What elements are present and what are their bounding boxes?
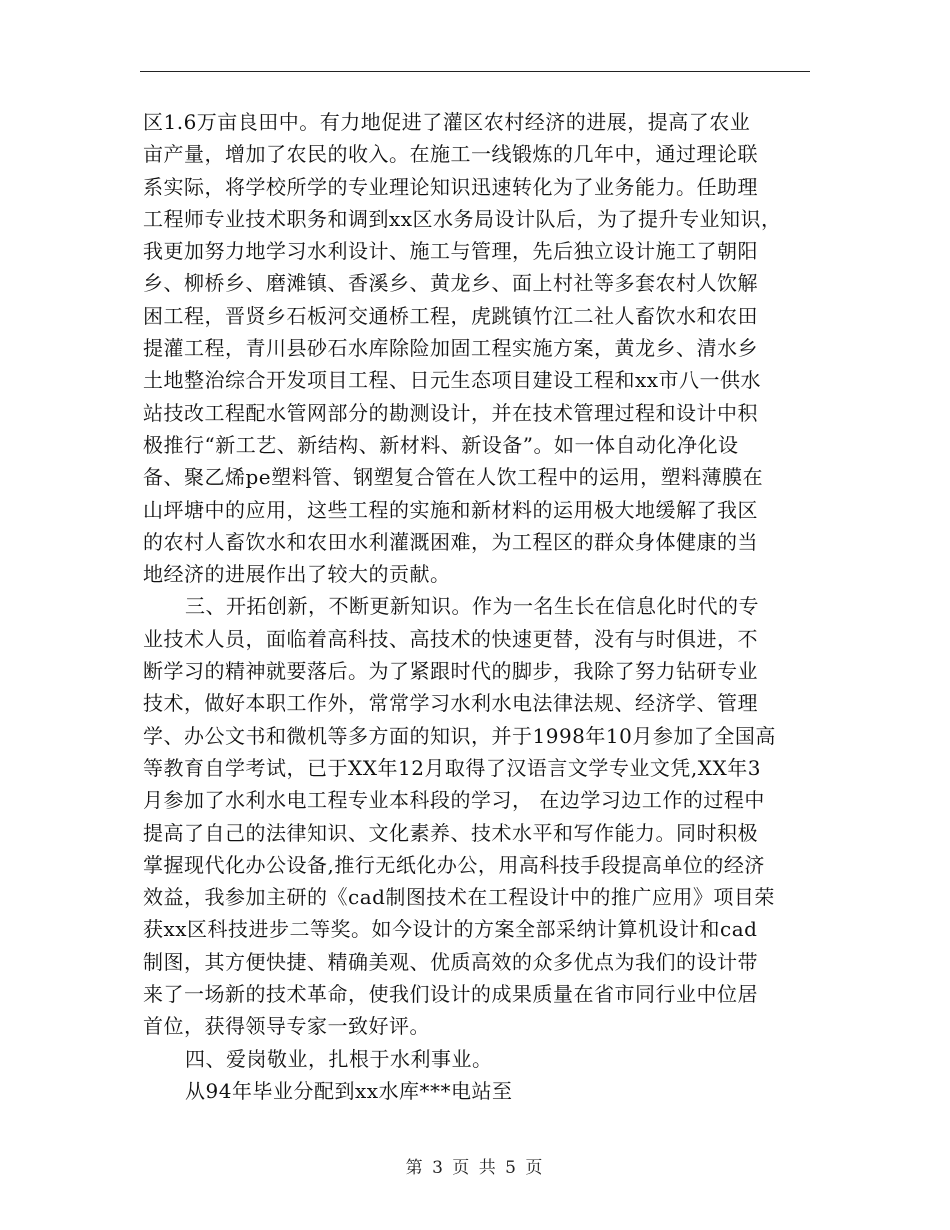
text-line: 三、开拓创新，不断更新知识。作为一名生长在信息化时代的专: [185, 594, 759, 619]
text-line: 掌握现代化办公设备,推行无纸化办公，用高科技手段提高单位的经济: [143, 852, 765, 877]
text-line: 四、爱岗敬业，扎根于水利事业。: [185, 1046, 493, 1071]
text-line: 的农村人畜饮水和农田水利灌溉困难，为工程区的群众身体健康的当: [143, 529, 758, 554]
text-line: 来了一场新的技术革命，使我们设计的成果质量在省市同行业中位居: [143, 982, 758, 1007]
text-line: 站技改工程配水管网部分的勘测设计，并在技术管理过程和设计中积: [143, 400, 758, 425]
text-line: 困工程，晋贤乡石板河交通桥工程，虎跳镇竹江二社人畜饮水和农田: [143, 303, 758, 328]
text-line: 备、聚乙烯pe塑料管、钢塑复合管在人饮工程中的运用，塑料薄膜在: [143, 465, 764, 490]
text-line: 制图，其方便快捷、精确美观、优质高效的众多优点为我们的设计带: [143, 949, 758, 974]
text-line: 学、办公文书和微机等多方面的知识，并于1998年10月参加了全国高: [143, 723, 776, 748]
header-rule: [140, 71, 810, 72]
text-line: 系实际，将学校所学的专业理论知识迅速转化为了业务能力。任助理: [143, 174, 758, 199]
text-line: 区1.6万亩良田中。有力地促进了灌区农村经济的进展，提高了农业: [143, 110, 751, 134]
body-text: [143, 106, 813, 1107]
text-line: 业技术人员，面临着高科技、高技术的快速更替，没有与时俱进，不: [143, 626, 758, 651]
text-line: 乡、柳桥乡、磨滩镇、香溪乡、黄龙乡、面上村社等多套农村人饮解: [143, 271, 758, 296]
text-line: 月参加了水利水电工程专业本科段的学习， 在边学习边工作的过程中: [143, 788, 765, 813]
text-line: 从94年毕业分配到xx水库***电站至: [185, 1078, 513, 1103]
text-line: 首位，获得领导专家一致好评。: [143, 1014, 430, 1039]
text-line: 获xx区科技进步二等奖。如今设计的方案全部采纳计算机设计和cad: [143, 917, 758, 942]
text-line: 极推行“新工艺、新结构、新材料、新设备”。如一体自动化净化设: [143, 432, 739, 457]
page-footer: 第 3 页 共 5 页: [405, 1158, 545, 1178]
text-line: 提高了自己的法律知识、文化素养、技术水平和写作能力。同时积极: [143, 820, 758, 845]
text-line: 我更加努力地学习水利设计、施工与管理，先后独立设计施工了朝阳: [143, 239, 758, 264]
text-line: 提灌工程，青川县砂石水库除险加固工程实施方案，黄龙乡、清水乡: [143, 336, 758, 361]
text-line: 等教育自学考试，已于XX年12月取得了汉语言文学专业文凭,XX年3: [143, 755, 761, 780]
text-line: 地经济的进展作出了较大的贡献。: [143, 562, 451, 587]
text-line: 工程师专业技术职务和调到xx区水务局设计队后，为了提升专业知识，: [143, 206, 782, 231]
text-line: 断学习的精神就要落后。为了紧跟时代的脚步，我除了努力钻研专业: [143, 659, 758, 684]
text-line: 效益，我参加主研的《cad制图技术在工程设计中的推广应用》项目荣: [143, 885, 775, 910]
text-line: 技术，做好本职工作外，常常学习水利水电法律法规、经济学、管理: [143, 691, 758, 716]
text-line: 土地整治综合开发项目工程、日元生态项目建设工程和xx市八一供水: [143, 368, 762, 393]
text-line: 山坪塘中的应用，这些工程的实施和新材料的运用极大地缓解了我区: [143, 497, 758, 522]
text-line: 亩产量，增加了农民的收入。在施工一线锻炼的几年中，通过理论联: [143, 142, 758, 167]
